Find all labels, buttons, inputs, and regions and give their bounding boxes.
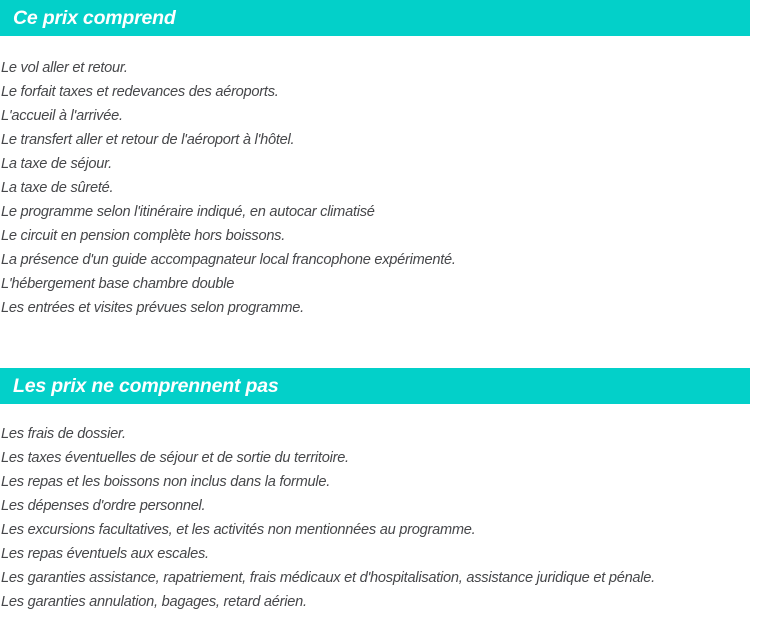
list-item: Les taxes éventuelles de séjour et de sortie du territoire. xyxy=(1,450,349,466)
list-item: Les repas éventuels aux escales. xyxy=(1,546,209,562)
list-item: Les garanties assistance, rapatriement, frais médicaux et d'hospitalisation, assistance juridique et pénale. xyxy=(1,570,655,586)
included-items-list xyxy=(0,36,758,320)
section-header-included xyxy=(0,0,750,36)
list-item: Les entrées et visites prévues selon programme. xyxy=(1,300,304,316)
list-item: Le transfert aller et retour de l'aéroport à l'hôtel. xyxy=(1,132,295,148)
section-excluded xyxy=(0,368,758,614)
list-item: L'accueil à l'arrivée. xyxy=(1,108,123,124)
list-item: Les garanties annulation, bagages, retard aérien. xyxy=(1,594,307,610)
list-item: Les frais de dossier. xyxy=(1,426,126,442)
list-item: La taxe de séjour. xyxy=(1,156,112,172)
list-item: La taxe de sûreté. xyxy=(1,180,114,196)
list-item: Le forfait taxes et redevances des aéroports. xyxy=(1,84,279,100)
list-item: La présence d'un guide accompagnateur local francophone expérimenté. xyxy=(1,252,456,268)
list-item: Les dépenses d'ordre personnel. xyxy=(1,498,206,514)
excluded-items-list xyxy=(0,404,758,614)
list-item: Le vol aller et retour. xyxy=(1,60,128,76)
list-item: Les repas et les boissons non inclus dans la formule. xyxy=(1,474,331,490)
section-title-included: Ce prix comprend xyxy=(13,7,176,29)
list-item: L'hébergement base chambre double xyxy=(1,276,235,292)
list-item: Les excursions facultatives, et les activités non mentionnées au programme. xyxy=(1,522,476,538)
section-title-excluded: Les prix ne comprennent pas xyxy=(13,375,279,397)
page-right-margin xyxy=(751,0,752,628)
list-item: Le programme selon l'itinéraire indiqué, en autocar climatisé xyxy=(1,204,375,220)
list-item: Le circuit en pension complète hors boissons. xyxy=(1,228,286,244)
section-header-excluded xyxy=(0,368,750,404)
